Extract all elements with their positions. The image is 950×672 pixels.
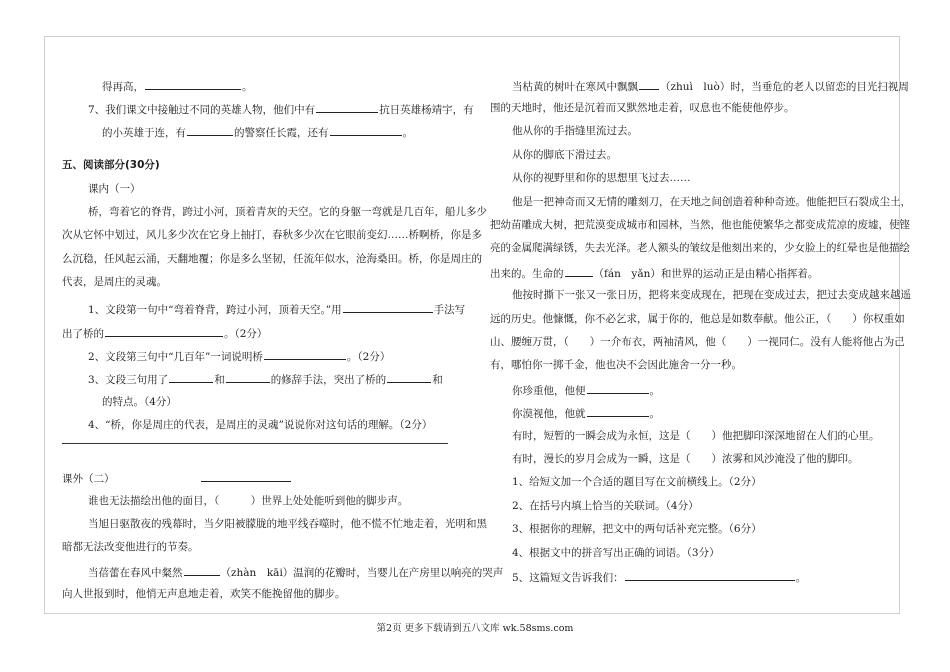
fill-blank[interactable] bbox=[316, 101, 378, 113]
fill-blank[interactable] bbox=[184, 564, 220, 576]
question-2: 2、在括号内填上恰当的关联词。（4分） bbox=[512, 499, 699, 512]
passage-line: 有时，漫长的岁月会成为一瞬，这是（ ）浓雾和风沙淹没了他的脚印。 bbox=[512, 453, 859, 465]
question-3-cont: 的特点。（4分） bbox=[102, 395, 177, 408]
passage-line: 远的历史。他慷慨，你不必乞求，属于你的，他总是如数奉献。他公正，（ ）你权重如 bbox=[490, 312, 905, 325]
passage-line: 从你的视野里和你的思想里飞过去…… bbox=[512, 172, 691, 185]
fill-blank[interactable] bbox=[226, 371, 270, 383]
fill-blank[interactable] bbox=[343, 301, 433, 313]
passage-line: 么沉稳，任风起云涌，天翻地覆；你是多么坚韧，任流年似水，沧海桑田。桥，你是周庄的 bbox=[62, 252, 482, 265]
title-blank[interactable] bbox=[201, 470, 291, 482]
passage-line: 暗都无法改变他进行的节奏。 bbox=[62, 541, 199, 554]
question-4: 4、“桥，你是周庄的代表，是周庄的灵魂”说说你对这句话的理解。（2分） bbox=[88, 419, 433, 432]
fill-blank[interactable] bbox=[330, 124, 402, 136]
fill-blank[interactable] bbox=[169, 371, 213, 383]
fill-blank[interactable] bbox=[587, 382, 649, 394]
passage-line: 当旭日驱散夜的残幕时，当夕阳被朦胧的地平线吞噬时，他不慌不忙地走着，光明和黑 bbox=[88, 518, 487, 530]
question-7-cont: 的小英雄于连，有 的警察任长霞，还有 。 bbox=[62, 124, 413, 140]
passage-line: 有时，短暂的一瞬会成为永恒，这是（ ）他把脚印深深地留在人们的心里。 bbox=[512, 429, 880, 442]
question-2: 2、文段第三句中“几百年”一词说明桥 。（2分） bbox=[62, 348, 390, 364]
passage-line: 有，哪怕你一掷千金，他也决不会因此施舍一分一秒。 bbox=[490, 359, 742, 372]
passage-line: 他从你的手指缝里流过去。 bbox=[512, 125, 638, 138]
passage-line: 谁也无法描绘出他的面目，（ ）世界上处处能听到他的脚步声。 bbox=[88, 494, 409, 507]
question-1-cont: 出了桥的 。（2分） bbox=[62, 325, 267, 341]
question-3: 3、文段三句用了 和 的修辞手法，突出了桥的 和 bbox=[62, 371, 443, 387]
fill-blank[interactable] bbox=[587, 405, 649, 417]
fill-blank[interactable] bbox=[187, 124, 233, 136]
passage-line: 当蓓蕾在春风中粲然 （zhàn kāi）温润的花瓣时，当婴儿在产房里以响亮的哭声 bbox=[62, 564, 503, 580]
subsection-title: 课内（一） bbox=[88, 182, 141, 195]
question-1: 1、给短文加一个合适的题目写在文前横线上。（2分） bbox=[512, 476, 762, 489]
passage-line: 桥，弯着它的脊背，跨过小河，顶着青灰的天空。它的身躯一弯就是几百年，船儿多少 bbox=[88, 206, 487, 218]
fill-blank[interactable] bbox=[105, 325, 223, 337]
passage-line: 把幼苗雕成大树，把荒漠变成城市和园林，当然，他也能使繁华之都变成荒凉的废墟，使铿 bbox=[490, 219, 910, 231]
answer-line-continuation: 得再高， 。 bbox=[62, 78, 253, 94]
fill-blank[interactable] bbox=[145, 78, 241, 90]
question-7: 7、我们课文中接触过不同的英雄人物，他们中有 抗日英雄杨靖宇，有 bbox=[62, 101, 474, 117]
passage-line: 次从它怀中划过，风儿多少次在它身上抽打，春秋多少次在它眼前变幻……桥啊桥，你是多 bbox=[62, 229, 482, 242]
fill-blank[interactable] bbox=[264, 348, 346, 360]
passage-line: 围的天地时，他还是沉着而又默然地走着，叹息也不能使他停步。 bbox=[490, 102, 795, 114]
question-4: 4、根据文中的拼音写出正确的词语。（3分） bbox=[512, 546, 720, 559]
passage-line: 你漠视他，他就 。 bbox=[490, 405, 660, 421]
section-title: 五、阅读部分(30分) bbox=[62, 159, 160, 172]
passage-line: 山、腰缠万贯，（ ）一介布衣，两袖清风，他（ ）一视同仁。没有人能将他占为己 bbox=[490, 336, 905, 348]
passage-line: 亮的金属爬满绿锈，失去光泽。老人额头的皱纹是他刻出来的，少女脸上的红晕也是他描绘 bbox=[490, 242, 910, 255]
passage-line: 他是一把神奇而又无情的雕刻刀，在天地之间创造着种种奇迹。他能把巨石裂成尘土， bbox=[512, 195, 911, 208]
fill-blank[interactable] bbox=[625, 569, 795, 581]
question-3: 3、根据你的理解，把文中的两句话补充完整。（6分） bbox=[512, 523, 762, 536]
passage-line: 出来的。生命的 （fán yǎn）和世界的运动正是由精心指挥着。 bbox=[490, 265, 818, 281]
passage-line: 他按时撕下一张又一张日历，把将来变成现在，把现在变成过去，把过去变成越来越遥 bbox=[512, 289, 911, 302]
passage-line: 从你的脚底下滑过去。 bbox=[512, 148, 617, 161]
page-footer: 第2页 更多下载请到五八文库 wk.58sms.com bbox=[376, 623, 574, 634]
question-5: 5、这篇短文告诉我们： 。 bbox=[490, 569, 806, 585]
passage-line: 向人世报到时，他悄无声息地走着，欢笑不能挽留他的脚步。 bbox=[62, 588, 346, 601]
question-1: 1、文段第一句中“弯着脊背，跨过小河，顶着天空。”用 手法写 bbox=[62, 301, 465, 317]
passage-line: 当枯黄的树叶在寒风中飘飘 （zhuì luò）时，当垂危的老人以留恋的目光扫视周 bbox=[490, 78, 909, 94]
answer-line[interactable] bbox=[62, 442, 448, 444]
passage-line: 你珍重他，他便 。 bbox=[490, 382, 660, 398]
fill-blank[interactable] bbox=[387, 371, 431, 383]
fill-blank[interactable] bbox=[639, 78, 659, 90]
fill-blank[interactable] bbox=[565, 265, 593, 277]
subsection-title: 课外（二） bbox=[62, 470, 292, 486]
passage-line: 代表，是周庄的灵魂。 bbox=[62, 276, 167, 289]
